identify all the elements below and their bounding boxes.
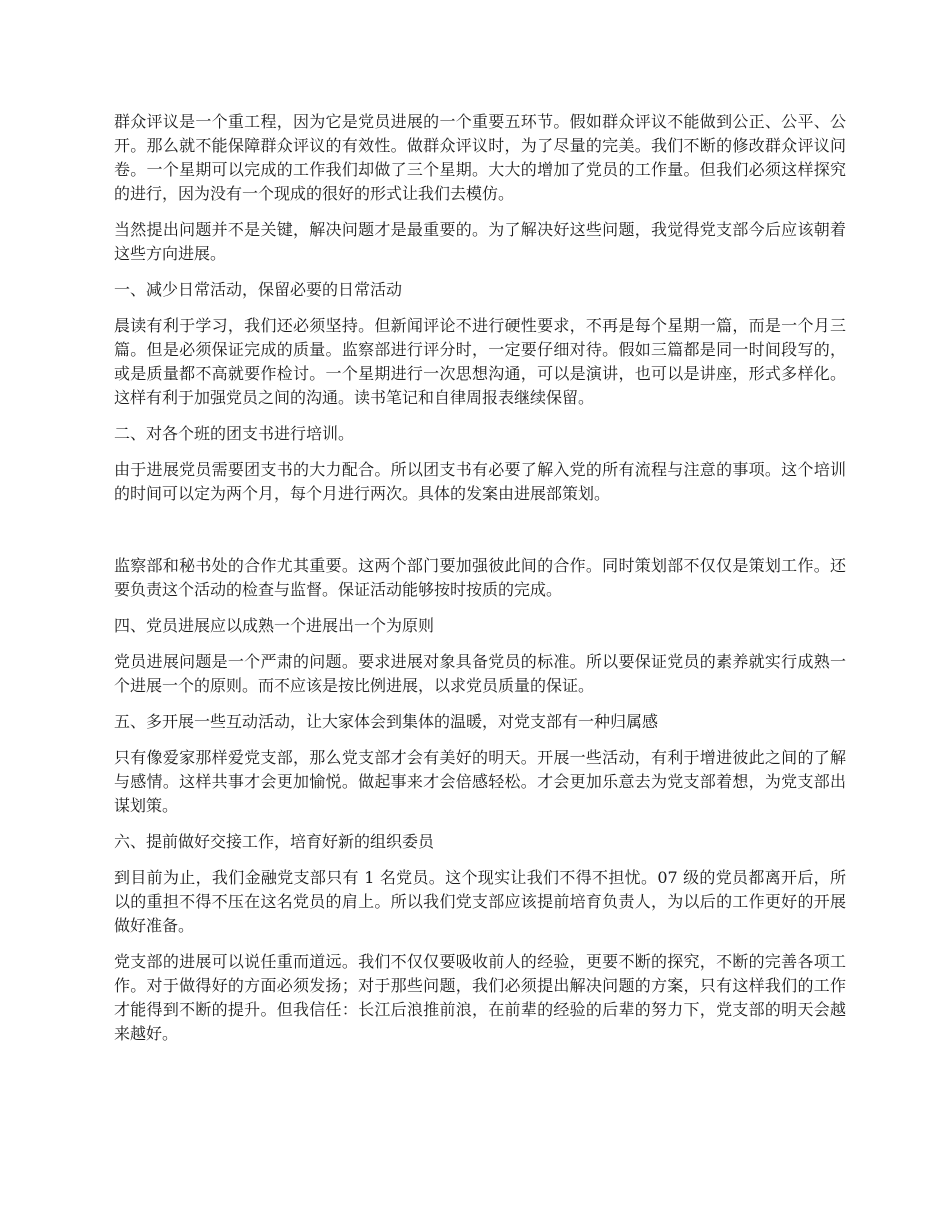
section-heading-4: 四、党员进展应以成熟一个进展出一个为原则 [114,616,435,635]
paragraph-3: 晨读有利于学习，我们还必须坚持。但新闻评论不进行硬性要求，不再是每个星期一篇，而是一个月三篇。但是必须保证完成的质量。监察部进行评分时，一定要仔细对待。假如三篇都是同一时间段写的，或是质量都不高就要作检讨。一个星期进行一次思想沟通，可以是演讲，也可以是讲座，形式多样化。这样有利于加强党员之间的沟通。读书笔记和自律周报表继续保留。 [114,316,846,407]
paragraph-9: 党支部的进展可以说任重而道远。我们不仅仅要吸收前人的经验，更要不断的探究，不断的完善各项工作。对于做得好的方面必须发扬；对于那些问题，我们必须提出解决问题的方案，只有这样我们的工作才能得到不断的提升。但我信任：长江后浪推前浪，在前辈的经验的后辈的努力下，党支部的明天会越来越好。 [114,952,846,1043]
blank-gap [114,518,846,554]
paragraph-8: 到目前为止，我们金融党支部只有 1 名党员。这个现实让我们不得不担忧。07 级的党员都离开后，所以的重担不得不压在这名党员的肩上。所以我们党支部应该提前培育负责人，为以后的工作更好的开展做好准备。 [114,868,846,935]
paragraph-2: 当然提出问题并不是关键，解决问题才是最重要的。为了解决好这些问题，我觉得党支部今后应该朝着这些方向进展。 [114,220,846,263]
document-body [114,110,846,1058]
paragraph-1: 群众评议是一个重工程，因为它是党员进展的一个重要五环节。假如群众评议不能做到公正、公平、公开。那么就不能保障群众评议的有效性。做群众评议时，为了尽量的完美。我们不断的修改群众评议问卷。一个星期可以完成的工作我们却做了三个星期。大大的增加了党员的工作量。但我们必须这样探究的进行，因为没有一个现成的很好的形式让我们去模仿。 [114,112,846,203]
section-heading-5: 五、多开展一些互动活动，让大家体会到集体的温暖，对党支部有一种归属感 [114,712,659,731]
paragraph-5: 监察部和秘书处的合作尤其重要。这两个部门要加强彼此间的合作。同时策划部不仅仅是策划工作。还要负责这个活动的检查与监督。保证活动能够按时按质的完成。 [114,556,846,599]
section-heading-2: 二、对各个班的团支书进行培训。 [114,424,355,443]
paragraph-6: 党员进展问题是一个严肃的问题。要求进展对象具备党员的标准。所以要保证党员的素养就实行成熟一个进展一个的原则。而不应该是按比例进展，以求党员质量的保证。 [114,652,846,695]
paragraph-7: 只有像爱家那样爱党支部，那么党支部才会有美好的明天。开展一些活动，有利于增进彼此之间的了解与感情。这样共事才会更加愉悦。做起事来才会倍感轻松。才会更加乐意去为党支部着想，为党支部出谋划策。 [114,748,846,815]
section-heading-1: 一、减少日常活动，保留必要的日常活动 [114,280,403,299]
paragraph-4: 由于进展党员需要团支书的大力配合。所以团支书有必要了解入党的所有流程与注意的事项。这个培训的时间可以定为两个月，每个月进行两次。具体的发案由进展部策划。 [114,460,846,503]
section-heading-6: 六、提前做好交接工作，培育好新的组织委员 [114,832,435,851]
